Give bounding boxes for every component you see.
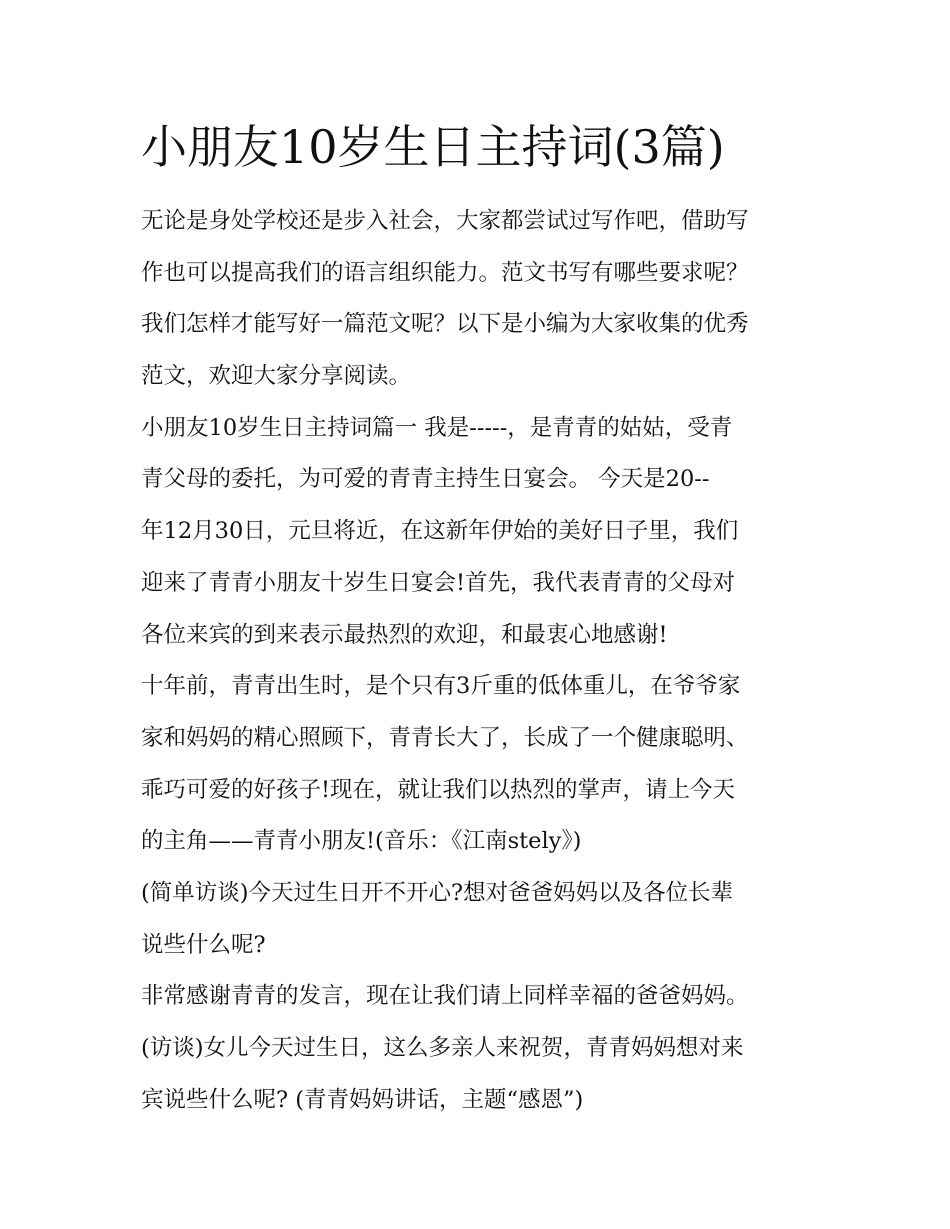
- text-line: 小朋友10岁生日主持词篇一 我是-----，是青青的姑姑，受青: [141, 414, 733, 441]
- text-line: (访谈)女儿今天过生日，这么多亲人来祝贺，青青妈妈想对来: [141, 1035, 744, 1061]
- text-line: (简单访谈)今天过生日开不开心?想对爸爸妈妈以及各位长辈: [141, 879, 734, 906]
- text-line: 无论是身处学校还是步入社会，大家都尝试过写作吧，借助写: [141, 208, 749, 234]
- text-line: 十年前，青青出生时，是个只有3斤重的低体重儿，在爷爷家: [141, 673, 741, 700]
- text-line: 宾说些什么呢? (青青妈妈讲话，主题“感恩”): [141, 1086, 584, 1113]
- text-line: 青父母的委托，为可爱的青青主持生日宴会。 今天是20--: [141, 466, 710, 493]
- text-line: 作也可以提高我们的语言组织能力。范文书写有哪些要求呢？: [141, 259, 749, 286]
- text-line: 范文，欢迎大家分享阅读。: [141, 363, 412, 390]
- document-title: 小朋友10岁生日主持词(3篇): [141, 120, 725, 174]
- text-line: 年12月30日，元旦将近，在这新年伊始的美好日子里，我们: [141, 518, 739, 545]
- text-line: 乖巧可爱的好孩子!现在，就让我们以热烈的掌声，请上今天: [141, 776, 736, 803]
- text-line: 说些什么呢?: [141, 931, 266, 958]
- text-line: 的主角——青青小朋友!(音乐：《江南stely》): [141, 828, 582, 855]
- text-line: 非常感谢青青的发言，现在让我们请上同样幸福的爸爸妈妈。: [141, 983, 749, 1010]
- text-line: 我们怎样才能写好一篇范文呢？以下是小编为大家收集的优秀: [141, 311, 749, 338]
- text-line: 迎来了青青小朋友十岁生日宴会!首先，我代表青青的父母对: [141, 569, 736, 596]
- document-body: [141, 196, 821, 1126]
- text-line: 家和妈妈的精心照顾下，青青长大了，长成了一个健康聪明、: [141, 724, 749, 751]
- text-line: 各位来宾的到来表示最热烈的欢迎，和最衷心地感谢!: [141, 621, 668, 648]
